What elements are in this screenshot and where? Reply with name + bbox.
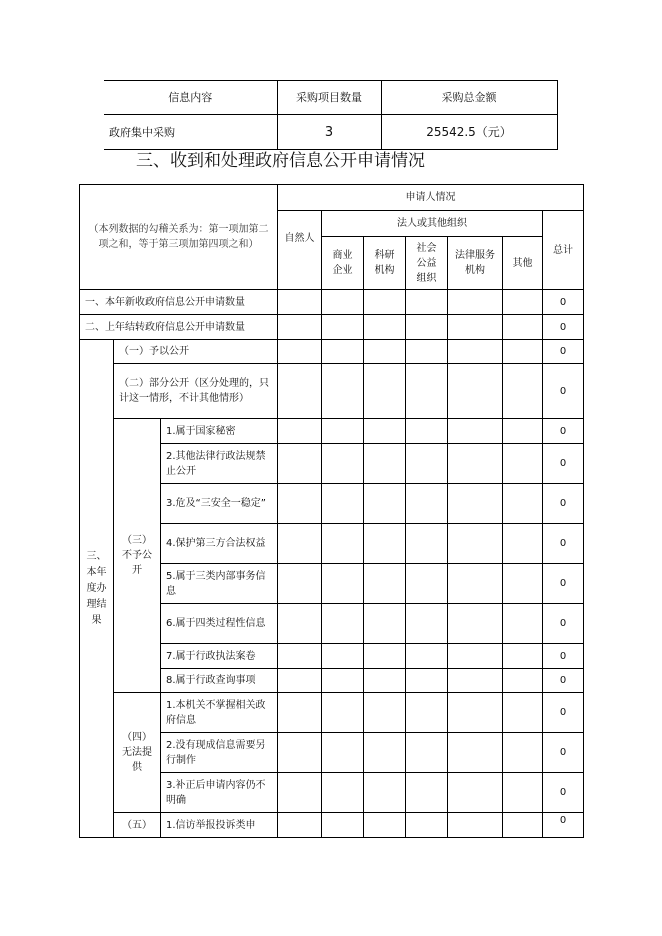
item4-row: 3.补正后申请内容仍不明确 — [161, 773, 278, 813]
item3-row: 5.属于三类内部事务信息 — [161, 564, 278, 604]
item3-row: 7.属于行政执法案卷 — [161, 644, 278, 669]
section-title: 三、收到和处理政府信息公开申请情况 — [136, 151, 425, 171]
item3-row: 3.危及“三安全一稳定” — [161, 484, 278, 524]
item3-row: 2.其他法律行政法规禁止公开 — [161, 444, 278, 484]
row-label: 政府集中采购 — [104, 115, 277, 150]
row-total: 0 — [543, 669, 584, 693]
row-total: 0 — [543, 693, 584, 733]
header-total-amount: 采购总金额 — [381, 81, 557, 115]
row-total: 0 — [543, 444, 584, 484]
total-amount: 25542.5（元） — [381, 115, 557, 150]
item4-row: 2.没有现成信息需要另行制作 — [161, 733, 278, 773]
item4-label: （四）无法提供 — [114, 693, 161, 813]
project-count: 3 — [277, 115, 381, 150]
item3-label: （三）不予公开 — [114, 419, 161, 693]
row-total: 0 — [543, 484, 584, 524]
natural-person-header: 自然人 — [278, 211, 322, 290]
total-header: 总计 — [543, 211, 584, 290]
col-public-welfare: 社会公益组织 — [406, 237, 448, 290]
item-partially-disclosed: （二）部分公开（区分处理的，只计这一情形，不计其他情形） — [114, 364, 278, 419]
item3-row: 4.保护第三方合法权益 — [161, 524, 278, 564]
row-total: 0 — [543, 733, 584, 773]
item5-row: 1.信访举报投诉类申 — [161, 813, 278, 838]
row-new-requests: 一、本年新收政府信息公开申请数量 — [80, 290, 278, 315]
item-disclosed: （一）予以公开 — [114, 340, 278, 364]
header-note: （本列数据的勾稽关系为：第一项加第二项之和，等于第三项加第四项之和） — [80, 185, 278, 290]
item4-row: 1.本机关不掌握相关政府信息 — [161, 693, 278, 733]
row-total: 0 — [543, 813, 584, 838]
row-total: 0 — [543, 315, 584, 340]
row-total: 0 — [543, 524, 584, 564]
header-info-content: 信息内容 — [104, 81, 277, 115]
col-business: 商业企业 — [322, 237, 364, 290]
section3-label: 三、本年度办理结果 — [80, 340, 114, 838]
row-total: 0 — [543, 644, 584, 669]
item3-row: 1.属于国家秘密 — [161, 419, 278, 444]
procurement-table — [104, 80, 558, 150]
disclosure-requests-table — [79, 184, 584, 838]
row-total: 0 — [543, 364, 584, 419]
row-total: 0 — [543, 773, 584, 813]
item5-label: （五） — [114, 813, 161, 838]
row-total: 0 — [543, 419, 584, 444]
row-total: 0 — [543, 604, 584, 644]
legal-group-header: 法人或其他组织 — [322, 211, 543, 237]
col-research: 科研机构 — [364, 237, 406, 290]
col-legal-service: 法律服务机构 — [448, 237, 503, 290]
item3-row: 6.属于四类过程性信息 — [161, 604, 278, 644]
row-total: 0 — [543, 340, 584, 364]
row-total: 0 — [543, 290, 584, 315]
row-carried-over: 二、上年结转政府信息公开申请数量 — [80, 315, 278, 340]
header-project-count: 采购项目数量 — [277, 81, 381, 115]
col-other: 其他 — [503, 237, 543, 290]
applicant-situation-header: 申请人情况 — [278, 185, 584, 211]
item3-row: 8.属于行政查询事项 — [161, 669, 278, 693]
row-total: 0 — [543, 564, 584, 604]
